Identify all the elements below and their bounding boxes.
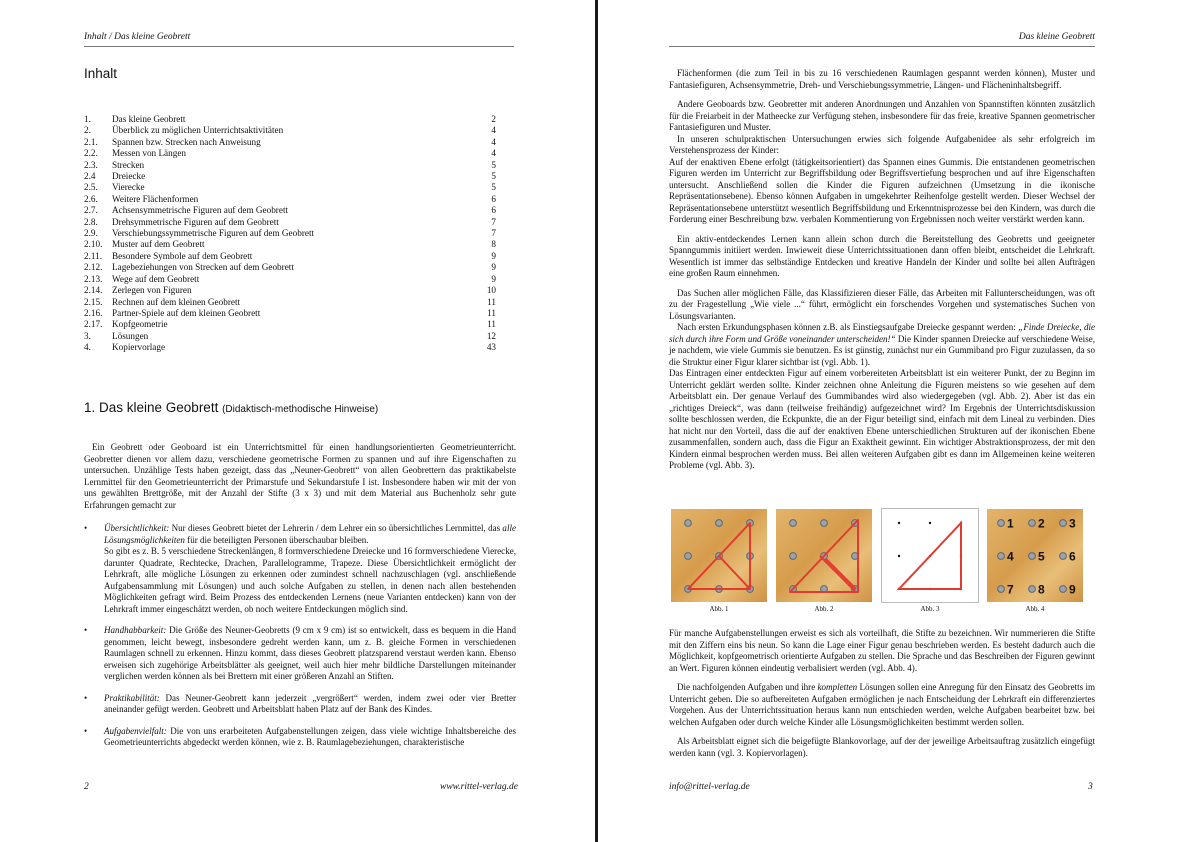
paragraph: Flächenformen (die zum Teil in bis zu 16 verschiedenen Raumlagen gespannt werden können), Muster und Fantasiefiguren, Achsensymmetrie, Dreh- und Verschiebungssymmetrie, Längen- und Flächeninhaltsbegriff. xyxy=(669,68,1095,90)
running-head-left: Inhalt / Das kleine Geobrett xyxy=(84,32,191,42)
toc-heading: Inhalt xyxy=(84,66,118,81)
toc-entry[interactable] xyxy=(84,160,496,171)
paragraph: Das Eintragen einer entdeckten Figur auf einem vorbereiteten Arbeitsblatt ist ein weiterer Punkt, der zu Beginn im Unterricht geklärt werden sollte. Kinder zeichnen ohne Anleitung die Figuren meistens so wie gesehen auf dem Arbeitsblatt ein. Der genaue Verlauf des Gummibandes wird also wiedergegeben (vgl. Abb. 2). Aber ist das ein „richtiges Dreieck“, was dann (teilweise freihändig) aufgezeichnet wird? Im Ergebnis der Unterrichtsdiskussion sollte beschlossen werden, die Eckpunkte, die an der Figur beteiligt sind, einfach mit dem Lineal zu verbinden. Dies hat nicht nur den Vorteil, dass die auf der enaktiven Ebene unterschiedlichen Strukturen auf der ikonischen Ebene zusammenfallen, sondern auch, dass die Figur an Exaktheit gewinnt. Ein wichtiger Abstraktionsprozess, der mit den Kindern einmal besprochen werden muss. Bei allen weiteren Aufgaben gibt es dann im Allgemeinen keine weiteren Probleme (vgl. Abb. 3). xyxy=(669,368,1095,470)
toc-page: 12 xyxy=(486,330,496,341)
toc-title: Rechnen auf dem kleinen Geobrett xyxy=(112,296,241,307)
toc-title: Partner-Spiele auf dem kleinen Geobrett xyxy=(112,307,261,318)
running-head-right: Das kleine Geobrett xyxy=(1018,32,1095,42)
toc-page: 10 xyxy=(486,285,496,296)
toc-entry[interactable] xyxy=(84,228,496,239)
figure-caption: Abb. 3 xyxy=(920,605,940,613)
figure-caption: Abb. 2 xyxy=(814,605,834,613)
toc-page: 4 xyxy=(491,125,496,136)
peg-number-label: 3 xyxy=(1069,516,1076,531)
toc-title: Weitere Flächenformen xyxy=(112,193,199,204)
toc-page: 2 xyxy=(491,114,496,124)
paragraph: Für manche Aufgabenstellungen erweist es sich als vorteilhaft, die Stifte zu bezeichnen. Wir nummerieren die Stifte mit den Ziffern eins bis neun. So kann die Lage einer Figur genau beschrieben werden. Es besteht dadurch auch die Möglichkeit, kopfgeometrisch orientierte Aufgaben zu stellen. Die Sprache und das Beschreiben der Figuren gewinnt an Wert. Figuren können eindeutig verbalisiert werden (vgl. Abb. 4). xyxy=(669,628,1095,673)
toc-num: 2.16. xyxy=(84,307,103,318)
bullet-item: • Übersichtlichkeit: Nur dieses Geobrett bietet der Lehrerin / dem Lehrer ein so übersichtliches Lernmittel, das alle Lösungsmöglichkeiten für die beteiligten Personen überschaubar bleiben. So gibt es z. B. 5 verschiedene Streckenlängen, 8 formverschiedene Dreiecke und 16 formverschiedene Vierecke, darunter Quadrate, Rechtecke, Drachen, Parallelogramme, Trapeze. Diese Übersichtlichkeit ermöglicht der Lehrkraft, alle mögliche Lösungen zu erkennen oder zumindest schnell nachzuschlagen (vgl. anschließende Aufgabensammlung mit Lösungen) und auch solche Aufgaben zu stellen, in denen nach allen bestehenden Möglichkeiten gefragt wird. Beim Prozess des entdeckenden Lernens (neue Varianten entdecken) kann von der Lehrkraft immer eingeschätzt werden, ob noch weitere Entdeckungen möglich sind. xyxy=(84,523,516,614)
toc-num: 2.4 xyxy=(84,171,96,182)
toc-page: 11 xyxy=(487,307,496,318)
page-number-right: 3 xyxy=(1088,782,1093,792)
figure-caption: Abb. 4 xyxy=(1025,605,1045,613)
paragraph: In unseren schulpraktischen Untersuchungen erwies sich folgende Aufgabenidee als sehr erfolgreich im Verstehensprozess der Kinder: xyxy=(669,133,1095,155)
figure-abb-3 xyxy=(882,509,978,613)
toc-num: 2.13. xyxy=(84,273,103,284)
bullet-dot-icon: • xyxy=(84,725,88,736)
toc-entry[interactable] xyxy=(84,148,496,159)
toc-num: 4. xyxy=(84,342,91,353)
peg-icon xyxy=(998,520,1005,527)
toc-page: 11 xyxy=(487,296,496,307)
bullet-dot-icon: • xyxy=(84,625,88,635)
toc-num: 2.5. xyxy=(84,182,98,193)
peg-number-label: 9 xyxy=(1069,582,1076,597)
table-of-contents xyxy=(84,114,496,354)
bullet-dot-icon: • xyxy=(84,523,88,533)
toc-page: 5 xyxy=(491,182,496,193)
toc-entry[interactable] xyxy=(84,205,496,216)
paragraph: Als Arbeitsblatt eignet sich die beigefügte Blankovorlage, auf der der jeweilige Arbeitsauftrag zusätzlich eingefügt werden kann (vgl. 3. Kopiervorlagen). xyxy=(669,736,1095,758)
geoboard-photo xyxy=(671,509,767,602)
numbered-geoboard-photo xyxy=(987,509,1083,602)
toc-page: 9 xyxy=(491,262,496,273)
section-subtitle: (Didaktisch-methodische Hinweise) xyxy=(222,404,379,415)
toc-page: 5 xyxy=(491,171,496,182)
toc-entry[interactable] xyxy=(84,274,496,285)
toc-title: Lagebeziehungen von Strecken auf dem Geobrett xyxy=(112,262,294,273)
peg-icon xyxy=(1060,520,1067,527)
peg-icon xyxy=(1029,520,1036,527)
peg-icon xyxy=(998,586,1005,593)
toc-num: 3. xyxy=(84,330,91,341)
peg-number-label: 1 xyxy=(1007,516,1014,531)
toc-num: 2.6. xyxy=(84,193,98,204)
right-page xyxy=(598,0,1191,842)
intro-paragraph: Ein Geobrett oder Geoboard ist ein Unterrichtsmittel für einen handlungsorientierten Geometrieunterricht. Geobretter dienen vor allem dazu, verschiedene geometrische Formen zu spannen und auf ihre Eigenschaften zu untersuchen. Unzählige Tests haben gezeigt, dass das „Neuner-Geobrett“ von allen Geobrettern das praktikabelste Lernmittel für den Geometrieunterricht der Primarstufe und Sekundarstufe I ist. Insbesondere haben wir mit der von uns gewählten Brettgröße, mit der Anzahl der Stifte (3 x 3) und mit dem Material aus Buchenholz sehr gute Erfahrungen gemacht zur xyxy=(84,442,516,510)
toc-entry[interactable] xyxy=(84,239,496,250)
toc-title: Überblick zu möglichen Unterrichtsaktivitäten xyxy=(112,125,284,136)
bullet-term: Handhabbarkeit: xyxy=(104,625,167,635)
toc-entry[interactable] xyxy=(84,262,496,273)
toc-num: 2.15. xyxy=(84,296,103,307)
toc-page: 7 xyxy=(491,216,496,227)
toc-title: Kopfgeometrie xyxy=(112,319,168,330)
toc-page: 5 xyxy=(491,159,496,170)
figure-abb-2 xyxy=(776,509,872,613)
toc-page: 7 xyxy=(491,228,496,239)
toc-title: Achsensymmetrische Figuren auf dem Geobrett xyxy=(112,205,289,216)
toc-num: 1. xyxy=(84,114,91,124)
toc-num: 2.1. xyxy=(84,136,98,147)
paragraph: Ein aktiv-entdeckendes Lernen kann allein schon durch die Bereitstellung des Geobretts und geeigneter Spanngummis initiiert werden. Inwieweit diese Unterrichtssituationen dann offen bleibt, entscheidet die Lehrkraft. Wesentlich ist immer das selbständige Entdecken und kreative Handeln der Kinder und sollte bei allen Aufträgen eine großen Raum einnehmen. xyxy=(669,233,1095,278)
bullet-item: • Handhabbarkeit: Die Größe des Neuner-Geobretts (9 cm x 9 cm) ist so entwickelt, dass es bequem in die Hand genommen, leicht bewegt, insbesondere gedreht werden kann, um z. B. gleiche Formen in verschiedenen Raumlagen schnell zu erkennen. Hinzu kommt, dass dieses Geobrett platzsparend verstaut werden kann. Ebenso erweisen sich zugehörige Arbeitsblätter als geeignet, weil auch hier mehr bildliche Darstellungen miteinander verglichen werden können als bei Brettern mit einer größeren Anzahl an Stiften. xyxy=(84,625,516,681)
figure-abb-4 xyxy=(987,509,1083,613)
paragraph: Nach ersten Erkundungsphasen können z.B. als Einstiegsaufgabe Dreiecke gespannt werden: „Finde Dreiecke, die sich durch ihre Form und Größe voneinander unterscheiden!“ Die Kinder spannen Dreiecke auf verschiedene Weise, je nachdem, wie viele Gummis sie benutzen. Es ist günstig, zunächst nur ein Gummiband pro Figur zuzulassen, da so die Struktur einer Figur klarer sichtbar ist (vgl. Abb. 1). xyxy=(669,322,1096,367)
toc-num: 2.3. xyxy=(84,159,98,170)
toc-entry[interactable] xyxy=(84,285,496,296)
toc-title: Spannen bzw. Strecken nach Anweisung xyxy=(112,136,261,147)
bullet-term: Übersichtlichkeit: xyxy=(104,523,170,533)
toc-page: 4 xyxy=(491,148,496,159)
toc-num: 2.12. xyxy=(84,262,103,273)
peg-number-label: 7 xyxy=(1007,582,1014,597)
paragraph: Die nachfolgenden Aufgaben und ihre kompletten Lösungen sollen eine Anregung für den Einsatz des Geobretts im Unterricht geben. Die so aufbereiteten Aufgaben ermöglichen je nach Entscheidung der Lehrkraft ein differenziertes Vorgehen. Aus der Unterrichtssituation heraus kann nun entschieden werden, welche Aufgaben bearbeitet bzw. bei welchen Aufgaben oder durch welche Kinder alle Lösungsmöglichkeiten bestimmt werden sollen. xyxy=(669,682,1095,727)
bullet-term: Aufgabenvielfalt: xyxy=(104,725,167,736)
toc-entry[interactable] xyxy=(84,319,496,330)
toc-entry[interactable] xyxy=(84,342,496,353)
body-text-bottom xyxy=(669,628,1095,767)
section-body xyxy=(84,442,516,759)
toc-page: 11 xyxy=(487,319,496,330)
toc-title: Besondere Symbole auf dem Geobrett xyxy=(112,250,253,261)
toc-title: Das kleine Geobrett xyxy=(112,114,186,124)
toc-page: 4 xyxy=(491,136,496,147)
toc-title: Lösungen xyxy=(112,330,149,341)
toc-num: 2.2. xyxy=(84,148,98,159)
toc-entry[interactable] xyxy=(84,194,496,205)
peg-icon xyxy=(1060,586,1067,593)
peg-icon xyxy=(1060,553,1067,560)
toc-entry[interactable] xyxy=(84,137,496,148)
toc-title: Dreiecke xyxy=(112,171,146,182)
toc-entry[interactable] xyxy=(84,297,496,308)
toc-entry[interactable] xyxy=(84,182,496,193)
toc-page: 9 xyxy=(491,273,496,284)
toc-entry[interactable] xyxy=(84,171,496,182)
toc-page: 6 xyxy=(491,205,496,216)
toc-title: Wege auf dem Geobrett xyxy=(112,273,200,284)
geoboard-photo xyxy=(776,509,872,602)
section-heading xyxy=(84,400,378,415)
toc-page: 6 xyxy=(491,193,496,204)
peg-number-label: 2 xyxy=(1038,516,1045,531)
figure-caption: Abb. 1 xyxy=(709,605,729,613)
toc-entry[interactable] xyxy=(84,125,496,136)
toc-title: Messen von Längen xyxy=(112,148,186,159)
toc-page: 9 xyxy=(491,250,496,261)
publisher-url-link[interactable]: www.rittel-verlag.de xyxy=(440,782,518,792)
figure-abb-1 xyxy=(671,509,767,613)
toc-title: Zerlegen von Figuren xyxy=(112,285,192,296)
bullet-dot-icon: • xyxy=(84,692,88,703)
toc-num: 2.10. xyxy=(84,239,103,250)
toc-entry[interactable] xyxy=(84,251,496,262)
paragraph: Das Suchen aller möglichen Fälle, das Klassifizieren dieser Fälle, das Arbeiten mit Fallunterscheidungen, was oft zu der Fragestellung „Wie viele ...“ führt, ermöglicht ein forschendes Vorgehen und systematisches Suchen von Lösungsvarianten. xyxy=(669,287,1095,321)
toc-entry[interactable] xyxy=(84,217,496,228)
toc-title: Verschiebungssymmetrische Figuren auf dem Geobrett xyxy=(112,228,315,239)
toc-title: Vierecke xyxy=(112,182,145,193)
peg-number-label: 5 xyxy=(1038,549,1045,564)
toc-num: 2.17. xyxy=(84,319,103,330)
toc-num: 2.9. xyxy=(84,228,98,239)
toc-num: 2.8. xyxy=(84,216,98,227)
peg-number-label: 4 xyxy=(1007,549,1014,564)
toc-num: 2. xyxy=(84,125,91,136)
peg-icon xyxy=(1029,553,1036,560)
peg-icon xyxy=(998,553,1005,560)
section-title: 1. Das kleine Geobrett xyxy=(84,400,219,415)
paragraph: Andere Geoboards bzw. Geobretter mit anderen Anordnungen und Anzahlen von Spannstiften könnten zusätzlich für die Freiarbeit in der Matheecke zur Verfügung stehen, insbesondere für das freie, kreative Spannen geometrischer Fantasiefiguren und Muster. xyxy=(669,99,1095,132)
toc-page: 8 xyxy=(491,239,496,250)
toc-entry[interactable] xyxy=(84,308,496,319)
page-number-left: 2 xyxy=(84,782,89,792)
toc-num: 2.11. xyxy=(84,250,103,261)
toc-title: Drehsymmetrische Figuren auf dem Geobrett xyxy=(112,216,279,227)
worksheet-grid xyxy=(882,509,978,602)
toc-entry[interactable] xyxy=(84,331,496,342)
toc-title: Kopiervorlage xyxy=(112,342,166,353)
figure-row xyxy=(671,509,1095,621)
header-rule xyxy=(669,46,1095,47)
publisher-email-link[interactable]: info@rittel-verlag.de xyxy=(669,782,750,792)
header-rule xyxy=(84,46,514,47)
toc-num: 2.14. xyxy=(84,285,103,296)
paragraph: Auf der enaktiven Ebene erfolgt (tätigkeitsorientiert) das Spannen eines Gummis. Die entstandenen geometrischen Figuren werden im Unterricht zur Begriffsbildung oder Begriffsvertiefung besprochen und auf ihre Eigenschaften untersucht. Anschließend sollen die Kinder die Figuren aufzeichnen (Umsetzung in die ikonische Repräsentationsebene). Ebenso können Aufgaben in umgekehrter Reihenfolge gestellt werden. Dieser Wechsel der Repräsentationsebene unterstützt wesentlich Begriffsbildung und Erkenntnisprozesse bei den Kindern, was durch die Forderung einer Beschreibung bzw. verbalen Kommentierung von Ergebnissen noch weiter verstärkt werden kann. xyxy=(669,156,1095,224)
peg-number-label: 8 xyxy=(1038,582,1045,597)
peg-number-label: 6 xyxy=(1069,549,1076,564)
toc-num: 2.7. xyxy=(84,205,98,216)
toc-title: Strecken xyxy=(112,159,145,170)
peg-icon xyxy=(1029,586,1036,593)
bullet-term: Praktikabilität: xyxy=(104,692,160,703)
toc-entry[interactable] xyxy=(84,114,496,125)
bullet-item: • Aufgabenvielfalt: Die von uns erarbeiteten Aufgabenstellungen zeigen, dass viele wichtige Inhaltsbereiche des Geometrieunterrichts abgedeckt werden können, wie z. B. Raumlagebeziehungen, charakteristische xyxy=(84,725,516,747)
body-text-top xyxy=(669,68,1095,480)
toc-title: Muster auf dem Geobrett xyxy=(112,239,205,250)
bullet-item: • Praktikabilität: Das Neuner-Geobrett kann jederzeit „vergrößert“ werden, indem zwei oder vier Bretter aneinander gefügt werden. Geobrett und Arbeitsblatt haben Platz auf der Bank des Kindes. xyxy=(84,692,516,714)
toc-page: 43 xyxy=(486,342,496,353)
